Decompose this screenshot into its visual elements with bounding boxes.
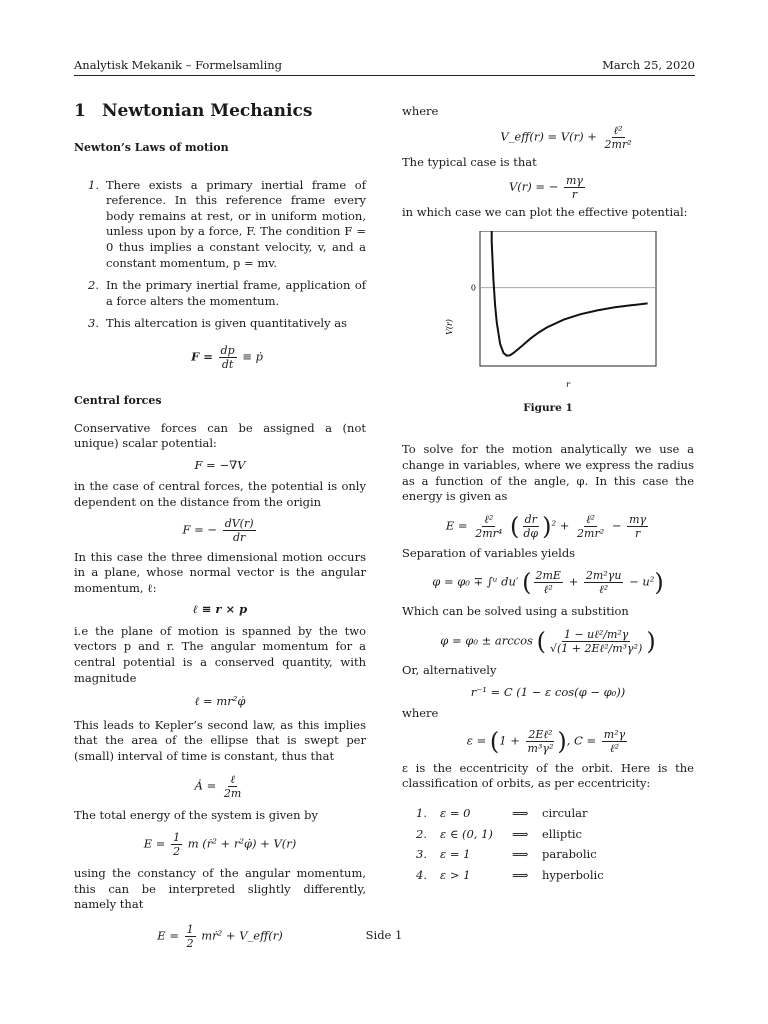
fraction bbox=[603, 124, 634, 151]
fraction bbox=[223, 517, 256, 544]
plot-frame bbox=[480, 231, 656, 366]
paragraph: ε is the eccentricity of the orbit. Here is the classification of orbits, as per eccentricity: bbox=[402, 760, 694, 791]
paragraph: Or, alternatively bbox=[402, 662, 497, 677]
equation-effective-potential bbox=[442, 124, 694, 151]
denominator: √(1 + 2Eℓ²/m³γ²) bbox=[549, 641, 643, 655]
eq-lhs: φ = φ₀ ∓ ∫ᵘ du′ bbox=[432, 574, 519, 589]
y-tick-label-zero: 0 bbox=[470, 283, 476, 293]
running-header-title: Analytisk Mekanik – Formelsamling bbox=[74, 58, 283, 72]
fraction bbox=[627, 513, 648, 540]
denominator: dt bbox=[221, 357, 234, 371]
x-axis-label: r bbox=[566, 379, 570, 389]
eq-mid: ² + bbox=[551, 518, 570, 533]
numerator: 1 bbox=[173, 831, 181, 845]
list-number: 2. bbox=[416, 826, 427, 841]
paragraph: Separation of variables yields bbox=[402, 545, 576, 560]
y-axis-label: V(r) bbox=[445, 318, 454, 335]
list-text: There exists a primary inertial frame of reference. In this reference frame every body remains at rest, or in uniform motion, unless upon by a force, F. The condition F = 0 thus implies a constant velocity, v, and a constant momentum, p = mv. bbox=[106, 177, 366, 270]
list-number: 2. bbox=[88, 278, 99, 293]
list-text: This altercation is given quantitatively as bbox=[106, 316, 347, 331]
numerator: ℓ² bbox=[484, 512, 494, 526]
orbit-item bbox=[402, 806, 694, 822]
list-number: 3. bbox=[88, 316, 99, 331]
implies-symbol: ⟹ bbox=[512, 805, 529, 820]
numerator: 2mE bbox=[535, 569, 561, 583]
paragraph: where bbox=[402, 104, 439, 118]
numerator: 2Eℓ² bbox=[528, 727, 553, 741]
section-title-text: Newtonian Mechanics bbox=[102, 101, 313, 121]
effective-potential-curve bbox=[492, 231, 648, 356]
denominator: r bbox=[571, 188, 578, 202]
eq-lhs: Ȧ = bbox=[194, 778, 217, 793]
paragraph: where bbox=[402, 706, 439, 721]
denominator: 2 bbox=[173, 845, 181, 859]
orbit-item bbox=[402, 868, 694, 884]
equation-total-energy bbox=[74, 831, 366, 858]
numerator: m²γ bbox=[603, 727, 626, 741]
denominator: 2 bbox=[186, 937, 194, 950]
fraction bbox=[548, 628, 644, 655]
header-rule bbox=[74, 75, 695, 76]
equation-separation bbox=[402, 569, 694, 596]
eq-rhs: ≡ ṗ bbox=[242, 349, 263, 364]
denominator: ℓ² bbox=[610, 741, 619, 755]
numerator: 2m²γu bbox=[585, 569, 622, 583]
equation-arccos bbox=[402, 628, 694, 655]
numerator: dr bbox=[524, 512, 537, 526]
numerator: dV(r) bbox=[224, 516, 254, 530]
denominator: 2mr² bbox=[604, 137, 632, 151]
paragraph: using the constancy of the angular momentum, this can be interpreted slightly differently, namely that bbox=[74, 866, 366, 912]
fraction bbox=[171, 831, 182, 858]
paragraph: i.e the plane of motion is spanned by the two vectors p and r. The angular momentum for a central potential is a conserved quantity, with magnitude bbox=[74, 623, 366, 685]
numerator: mγ bbox=[629, 512, 647, 526]
running-header-date: March 25, 2020 bbox=[602, 58, 695, 72]
paren-close: ) bbox=[646, 627, 656, 656]
list-number: 1. bbox=[88, 177, 99, 192]
paragraph: in which case we can plot the effective potential: bbox=[402, 205, 688, 220]
list-text: In the primary inertial frame, application of a force alters the momentum. bbox=[106, 278, 366, 308]
section-title bbox=[74, 100, 366, 122]
list-number: 1. bbox=[416, 805, 427, 820]
eq-lhs: V(r) = − bbox=[508, 179, 559, 194]
orbit-type: parabolic bbox=[542, 847, 597, 862]
denominator: r bbox=[634, 526, 641, 540]
orbit-classification-list bbox=[402, 806, 694, 883]
paren-close: ) bbox=[542, 512, 552, 541]
implies-symbol: ⟹ bbox=[512, 826, 529, 841]
paragraph: The total energy of the system is given by bbox=[74, 807, 319, 822]
eq-rhs: m (ṙ² + r²φ̇) + V(r) bbox=[187, 836, 297, 851]
effective-potential-chart bbox=[402, 231, 694, 403]
equation-orbit-radius: r⁻¹ = C (1 − ε cos(φ − φ₀)) bbox=[470, 684, 626, 699]
denominator: m³γ² bbox=[527, 741, 554, 755]
paren-close: ) bbox=[654, 568, 664, 597]
paragraph: The typical case is that bbox=[402, 154, 537, 169]
eq-rhs: mṙ² + V_eff(r) bbox=[201, 928, 283, 943]
left-column bbox=[74, 96, 366, 950]
right-column bbox=[402, 104, 694, 883]
denominator: dr bbox=[232, 530, 246, 544]
eq-plus: + bbox=[568, 574, 579, 589]
equation-force-gradient: F = −∇V bbox=[194, 457, 246, 472]
eq-minus: − bbox=[611, 518, 622, 533]
denominator: dφ bbox=[523, 526, 539, 540]
fraction bbox=[564, 174, 585, 201]
paren-open: ( bbox=[522, 568, 532, 597]
fraction bbox=[534, 569, 563, 596]
equation-newton-second-law bbox=[88, 344, 366, 371]
eq-tail: − u² bbox=[629, 574, 655, 589]
denominator: ℓ² bbox=[543, 583, 553, 597]
list-number: 4. bbox=[416, 867, 427, 882]
orbit-condition: ε ∈ (0, 1) bbox=[440, 826, 493, 841]
fraction bbox=[473, 513, 504, 540]
equation-eccentricity bbox=[402, 728, 694, 755]
denominator: 2mr² bbox=[577, 526, 605, 540]
numerator: ℓ² bbox=[586, 512, 596, 526]
fraction bbox=[521, 513, 540, 540]
paragraph: in the case of central forces, the potential is only dependent on the distance from the origin bbox=[74, 479, 366, 509]
figure-caption: Figure 1 bbox=[523, 401, 573, 414]
orbit-type: circular bbox=[542, 805, 588, 820]
implies-symbol: ⟹ bbox=[512, 847, 529, 862]
eq-lhs: V_eff(r) = V(r) + bbox=[500, 129, 597, 144]
orbit-condition: ε = 0 bbox=[440, 805, 471, 820]
paragraph: Conservative forces can be assigned a (not unique) scalar potential: bbox=[74, 420, 366, 451]
eq-lhs: φ = φ₀ ± arccos bbox=[440, 633, 533, 648]
orbit-type: hyperbolic bbox=[542, 867, 604, 882]
denominator: ℓ² bbox=[599, 583, 609, 597]
section-number: 1 bbox=[74, 101, 86, 121]
orbit-item bbox=[402, 827, 694, 843]
newton-law-3 bbox=[74, 316, 366, 332]
implies-symbol: ⟹ bbox=[512, 867, 529, 882]
eq-lhs: F = − bbox=[182, 522, 218, 536]
fraction bbox=[222, 773, 243, 800]
eq-lhs: E = bbox=[157, 928, 179, 943]
paren-open: ( bbox=[536, 627, 546, 656]
equation-angular-momentum: ℓ ≡ r × p bbox=[192, 602, 248, 617]
equation-kepler-area bbox=[74, 773, 366, 800]
numerator: mγ bbox=[566, 174, 584, 188]
numerator: ℓ² bbox=[613, 123, 623, 137]
page-footer: Side 1 bbox=[365, 928, 403, 942]
paren-open: ( bbox=[509, 512, 520, 541]
paragraph: This leads to Kepler’s second law, as this implies that the area of the ellipse that is swept per (small) interval of time is constant, thus that bbox=[74, 717, 366, 764]
subsection-central-heading: Central forces bbox=[74, 393, 162, 407]
numerator: dp bbox=[220, 343, 235, 357]
eq-lhs: F = bbox=[191, 349, 213, 364]
denominator: 2mr⁴ bbox=[475, 526, 503, 540]
newton-law-2 bbox=[74, 278, 366, 309]
numerator: ℓ bbox=[230, 772, 235, 786]
paragraph: In this case the three dimensional motion occurs in a plane, whose normal vector is the angular momentum, ℓ: bbox=[74, 549, 366, 595]
equation-coulomb-potential bbox=[402, 174, 694, 201]
orbit-item bbox=[402, 847, 694, 863]
paragraph: To solve for the motion analytically we use a change in variables, where we express the radius as a function of the angle, φ. In this case the energy is given as bbox=[402, 442, 694, 504]
list-number: 3. bbox=[416, 847, 427, 862]
eq-pre: 1 + bbox=[499, 733, 520, 748]
paren-open: ( bbox=[489, 727, 500, 756]
paragraph: Which can be solved using a substition bbox=[402, 604, 629, 619]
eq-lhs: E = bbox=[143, 836, 166, 851]
paren-close: ) bbox=[557, 727, 567, 756]
fraction bbox=[219, 344, 237, 371]
eq-mid: , C = bbox=[566, 733, 597, 748]
equation-energy-angle bbox=[402, 513, 694, 540]
numerator: 1 − uℓ²/m²γ bbox=[563, 627, 629, 641]
fraction bbox=[526, 728, 556, 755]
newton-laws-list bbox=[74, 178, 366, 332]
subsection-newton-heading: Newton’s Laws of motion bbox=[74, 141, 229, 154]
fraction bbox=[575, 513, 606, 540]
denominator: 2m bbox=[223, 786, 242, 800]
orbit-type: elliptic bbox=[542, 826, 582, 841]
fraction bbox=[584, 569, 624, 596]
eq-lhs: ε = bbox=[466, 733, 487, 748]
fraction bbox=[602, 728, 627, 755]
eq-lhs: E = bbox=[445, 518, 468, 533]
orbit-condition: ε = 1 bbox=[440, 847, 471, 862]
orbit-condition: ε > 1 bbox=[440, 867, 471, 882]
equation-force-derivative bbox=[74, 517, 366, 544]
equation-angular-magnitude: ℓ = mr²φ̇ bbox=[194, 694, 246, 709]
newton-law-1 bbox=[74, 178, 366, 272]
numerator: 1 bbox=[186, 923, 194, 936]
